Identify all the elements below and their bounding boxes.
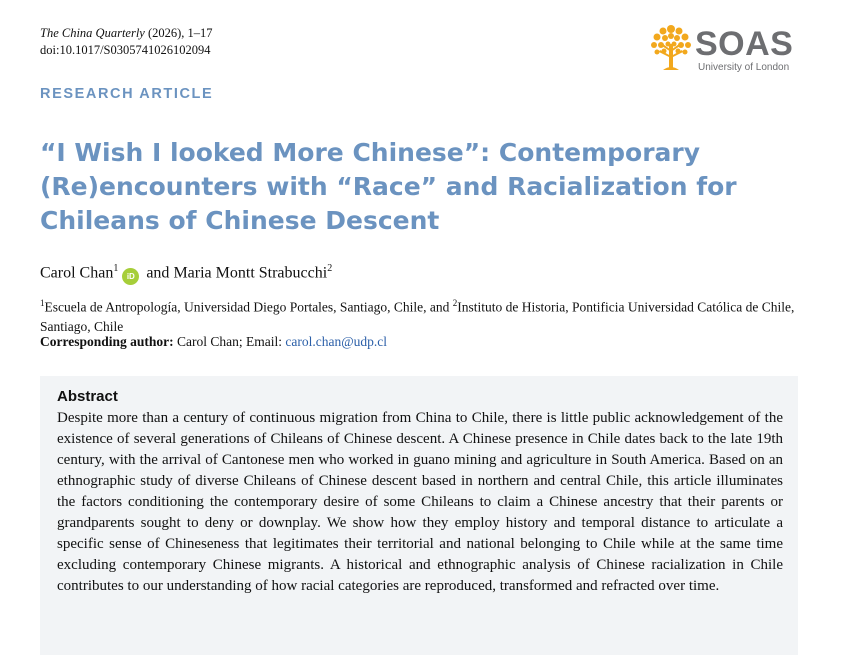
affil-sup: 1 — [40, 298, 45, 308]
author-affil-sup: 2 — [327, 263, 333, 274]
affil-text: Instituto de Historia, Pontificia Universidad Católica de Chile, Santiago, Chile — [40, 299, 795, 334]
article-title: “I Wish I looked More Chinese”: Contemporary (Re)encounters with “Race” and Racialization for Chileans of Chinese Descent — [40, 138, 737, 235]
author-name[interactable]: Maria Montt Strabucchi — [173, 264, 328, 282]
authors — [40, 258, 332, 285]
doi: doi:10.1017/S0305741026102094 — [40, 43, 211, 57]
email-link[interactable]: carol.chan@udp.cl — [285, 334, 388, 349]
logo-name: SOAS — [695, 25, 794, 63]
affil-sup: 2 — [452, 298, 458, 308]
corresponding-text: Carol Chan; Email: — [173, 334, 286, 349]
corresponding-author — [40, 332, 387, 351]
article-type: RESEARCH ARTICLE — [40, 86, 214, 102]
journal-line — [40, 25, 213, 42]
journal-name: The China Quarterly — [40, 26, 145, 40]
author-connector: and — [142, 264, 174, 282]
abstract-heading: Abstract — [57, 388, 118, 405]
abstract-text: Despite more than a century of continuous migration from China to Chile, there is little public acknowledgement of the existence of several generations of Chileans of Chinese descent. A Chinese presence in Chile dates back to the late 19th century, with the arrival of Cantonese men who worked in guano mining and agriculture in South America. Based on an ethnographic study of diverse Chileans of Chinese descent based in northern and central Chile, this article illuminates the factors conditioning the contemporary desire of some Chileans to claim a Chinese ancestry that their parents or grandparents sought to deny or downplay. We show how they employ history and temporal distance to articulate a specific sense of Chineseness that legitimates their territorial and national belonging to Chile while at the same time excluding contemporary Chinese migrants. A historical and ethnographic analysis of Chinese racialization in Chile contributes to our understanding of how racial categories are reproduced, transformed and refracted over time. — [57, 410, 783, 594]
affiliations — [40, 294, 800, 336]
journal-details: (2026), 1–17 — [147, 26, 213, 40]
logo-subtitle: University of London — [698, 62, 790, 73]
soas-logo — [648, 22, 800, 78]
orcid-icon[interactable]: iD — [122, 268, 139, 285]
tree-icon — [648, 22, 694, 74]
abstract-box — [40, 376, 798, 655]
corresponding-label: Corresponding author: — [40, 334, 174, 349]
journal-citation — [40, 25, 213, 59]
affil-text: Escuela de Antropología, Universidad Diego Portales, Santiago, Chile, and — [44, 299, 453, 315]
author-affil-sup: 1 — [113, 263, 119, 274]
author-name[interactable]: Carol Chan — [40, 264, 114, 282]
